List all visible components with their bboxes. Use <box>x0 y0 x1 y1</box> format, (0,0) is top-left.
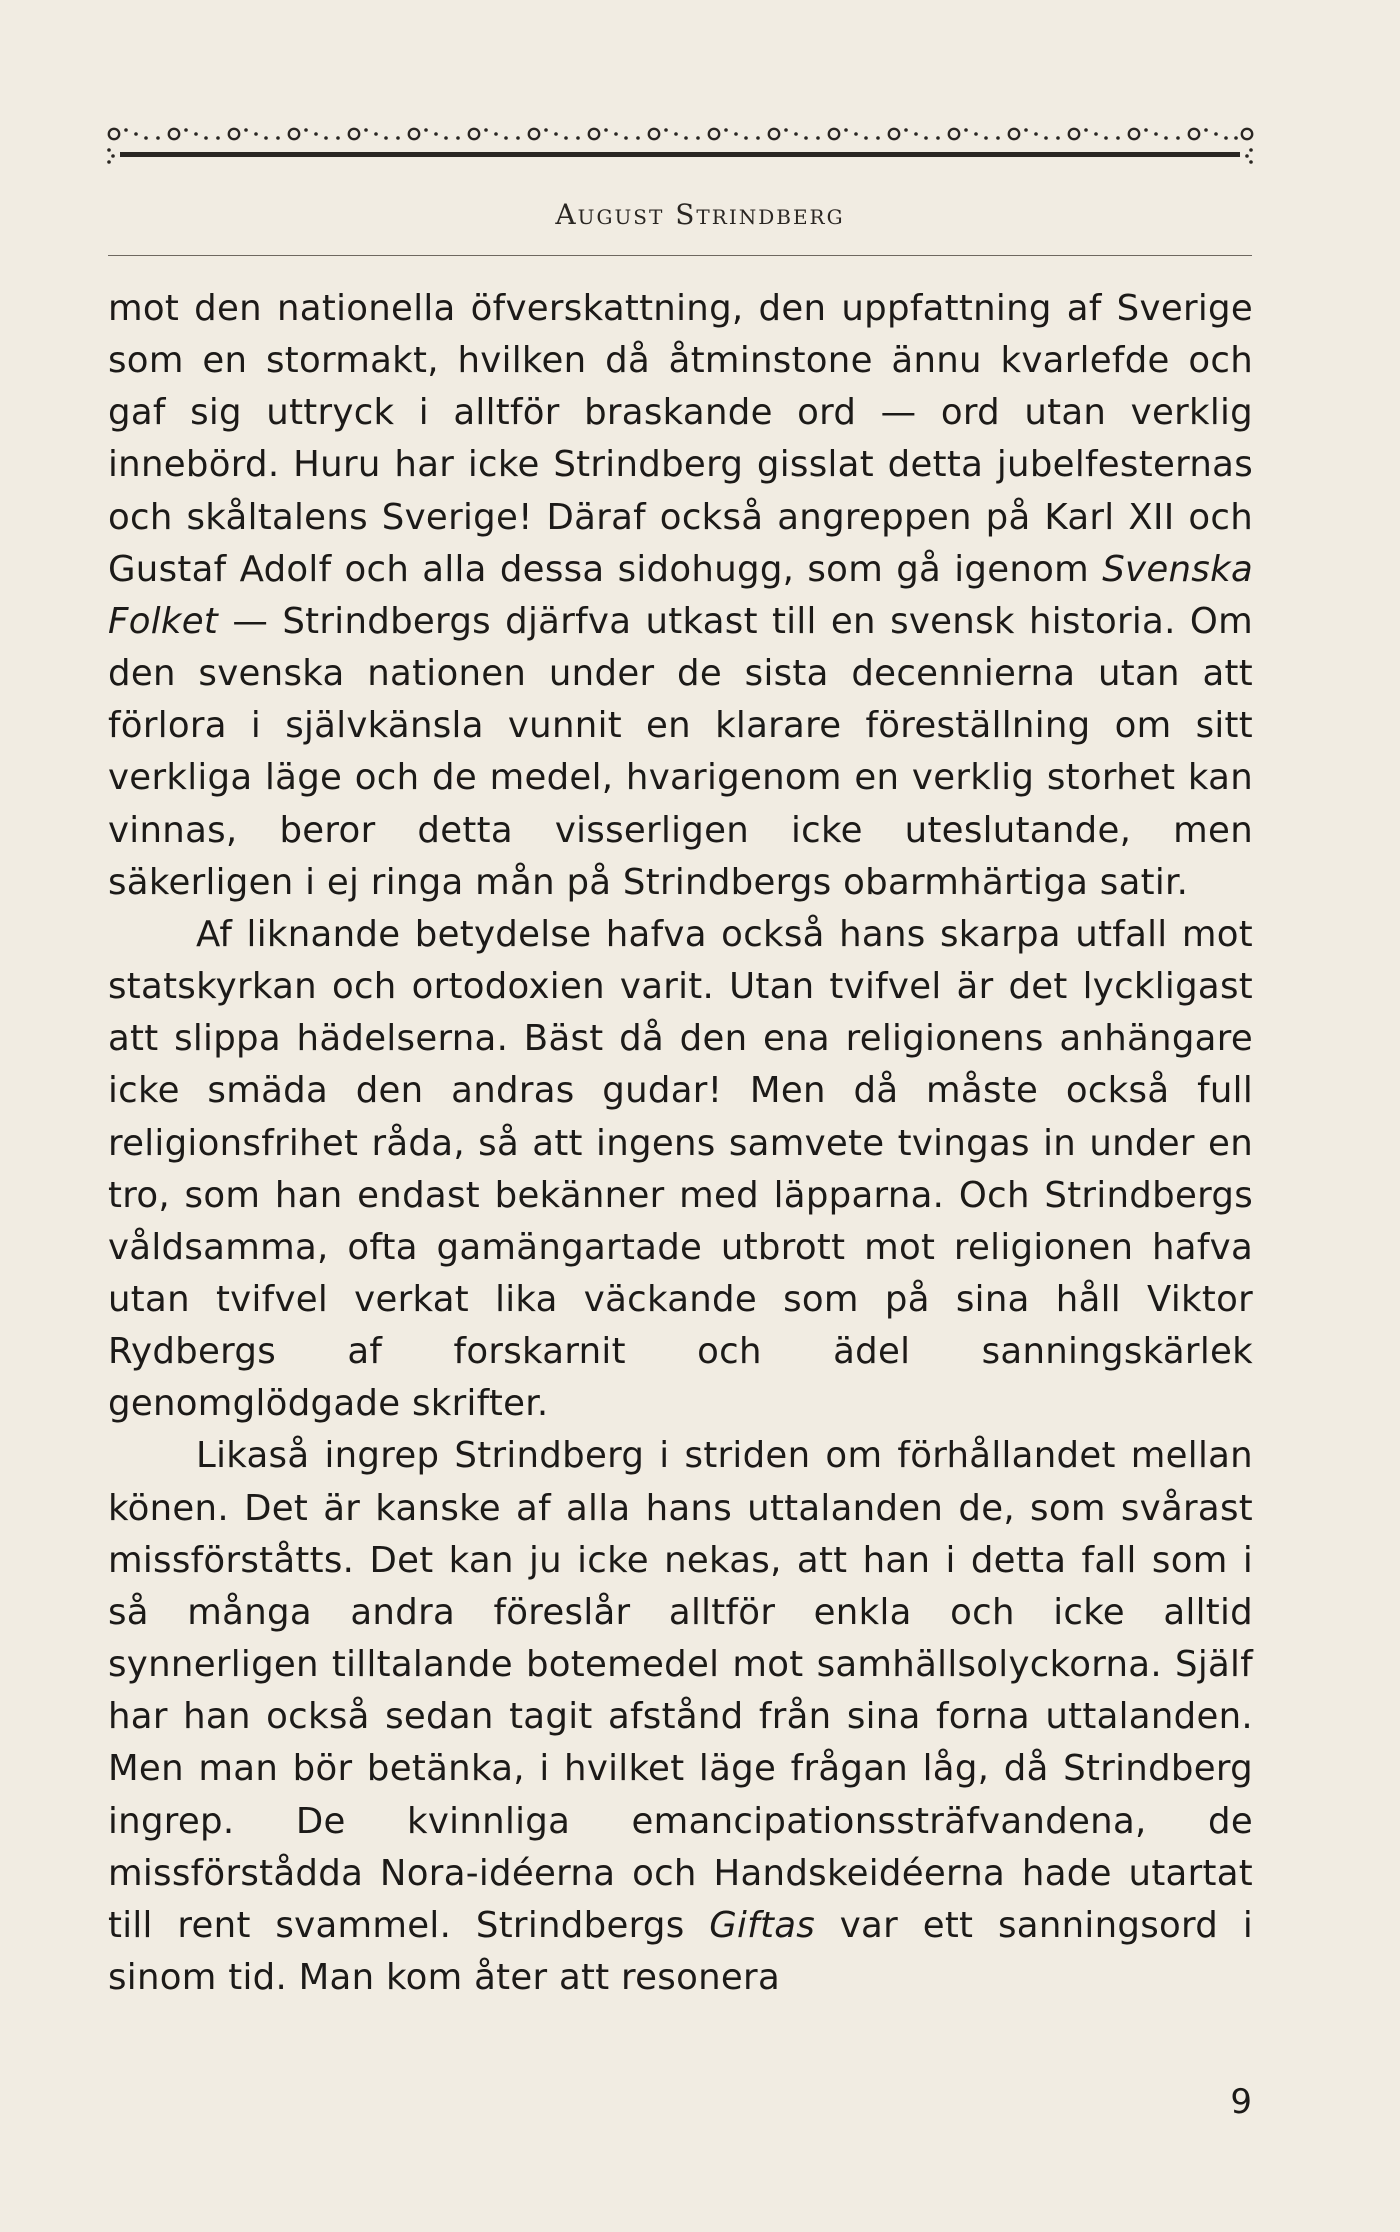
book-title: Giftas <box>709 1904 816 1946</box>
text-run: mot den nationella öfverskattning, den uppfattning af Sverige som en stormakt, hvilken då åtminstone ännu kvarlefde och gaf sig uttryck i alltför braskande ord — ord utan verklig innebörd. Huru har icke Strindberg gisslat detta jubelfesternas och skåltalens Sverige! Däraf också angreppen på Karl XII och Gustaf Adolf och alla dessa sidohugg, som gå igenom <box>108 288 1253 590</box>
page-number: 9 <box>1230 2082 1252 2122</box>
paragraph <box>108 1430 1253 2004</box>
text-run: Likaså ingrep Strindberg i striden om förhållandet mellan könen. Det är kanske af alla hans uttalanden de, som svårast missförståtts. Det kan ju icke nekas, att han i detta fall som i så många andra föreslår alltför enkla och icke alltid synnerligen tilltalande botemedel mot samhällsolyckorna. Själf har han också sedan tagit afstånd från sina forna uttalanden. Men man bör betänka, i hvilket läge frågan låg, då Strindberg ingrep. De kvinnliga emancipationssträfvandena, de missförstådda Nora-idéerna och Handskeidéerna hade utartat till rent svammel. Strindbergs <box>108 1435 1253 1946</box>
body-text <box>108 283 1253 2004</box>
text-run: var ett sanningsord i sinom tid. Man kom åter att resonera <box>108 1904 1253 1998</box>
decorative-border-ornament <box>106 112 1256 172</box>
paragraph <box>108 909 1253 1431</box>
header-rule <box>108 255 1252 256</box>
text-run: Af liknande betydelse hafva också hans skarpa utfall mot statskyrkan och ortodoxien varit. Utan tvifvel är det lyckligast att slippa hädelserna. Bäst då den ena religionens anhängare icke smäda den andras gudar! Men då måste också full religionsfrihet råda, så att ingens samvete tvingas in under en tro, som han endast bekänner med läpparna. Och Strindbergs våldsamma, ofta gamängartade utbrott mot religionen hafva utan tvifvel verkat lika väckande som på sina håll Viktor Rydbergs af forskarnit och ädel sanningskärlek genomglödgade skrifter. <box>108 913 1253 1425</box>
running-head: August Strindberg <box>555 198 845 231</box>
paragraph <box>108 283 1253 909</box>
book-title: Svenska Folket <box>108 548 1253 642</box>
text-run: — Strindbergs djärfva utkast till en svensk historia. Om den svenska nationen under de sista decennierna utan att förlora i självkänsla vunnit en klarare föreställning om sitt verkliga läge och de medel, hvarigenom en verklig storhet kan vinnas, beror detta visserligen icke uteslutande, men säkerligen i ej ringa mån på Strindbergs obarmhärtiga satir. <box>108 600 1253 903</box>
